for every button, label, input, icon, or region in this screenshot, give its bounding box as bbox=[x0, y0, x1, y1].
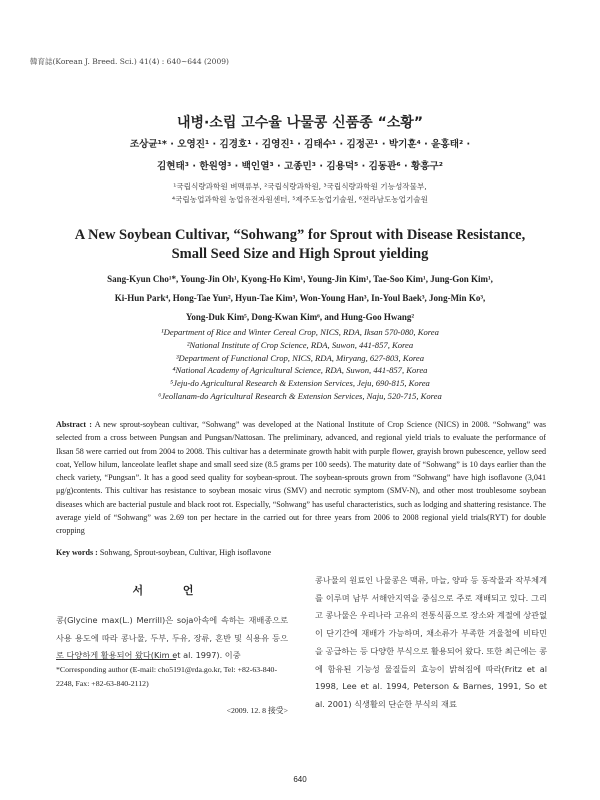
korean-affiliation-line: ⁴국립농업과학원 농업유전자원센터, ⁵제주도농업기술원, ⁶전라남도농업기술원 bbox=[172, 195, 428, 204]
footnote-divider bbox=[56, 659, 176, 660]
affiliation-item: ⁶Jeollanam-do Agricultural Research & Extension Services, Naju, 520-715, Korea bbox=[158, 390, 442, 401]
affiliation-item: ²National Institute of Crop Science, RDA, Suwon, 441-857, Korea bbox=[186, 339, 414, 350]
affiliation-item: ⁵Jeju-do Agricultural Research & Extension Services, Jeju, 690-815, Korea bbox=[170, 378, 430, 389]
page-number: 640 bbox=[293, 775, 307, 784]
affiliation-item: ³Department of Functional Crop, NICS, RDA, Miryang, 627-803, Korea bbox=[175, 352, 425, 363]
korean-affiliations bbox=[60, 180, 540, 206]
affiliation-item: ⁴National Academy of Agricultural Science, RDA, Suwon, 441-857, Korea bbox=[172, 365, 428, 376]
affiliation-item: ¹Department of Rice and Winter Cereal Crop, NICS, RDA, Iksan 570-080, Korea bbox=[161, 327, 439, 337]
intro-left-text: 콩(Glycine max(L.) Merrill)은 soja아속에 속하는 재배종으로 사용 용도에 따라 콩나물, 두부, 두유, 장류, 혼반 및 식용유 등으로 다양하게 활용되어 왔다(Kim et al. 1997). 이중 bbox=[56, 615, 288, 661]
journal-header: 韓育誌(Korean J. Breed. Sci.) 41(4) : 640~644 (2009) bbox=[30, 57, 229, 66]
korean-title: 내병·소립 고수율 나물콩 신품종 “소황” bbox=[176, 115, 424, 131]
corresponding-author-footnote: *Corresponding author (E-mail: cho5191@rda.go.kr, Tel: +82-63-840-2248, Fax: +82-63-840-2112) bbox=[56, 665, 278, 688]
keywords bbox=[56, 548, 546, 557]
english-title bbox=[30, 226, 570, 264]
intro-right-text: 콩나물의 원료인 나물콩은 맥류, 마늘, 양파 등 동작물과 작부체계를 이루며 남부 서해안지역을 중심으로 주로 재배되고 있다. 그리고 콩나물은 우리나라 고유의 전통식품으로 장소와 계절에 상관없이 단기간에 재배가 가능하며, 채소류가 부족한 겨울철에 비타민을 공급하는 등 다양한 부식으로 활용되어 왔다. 또한 최근에는 콩에 함유된 기능성 물질들의 효능이 밝혀짐에 따라(Fritz et al 1998, Lee et al. 1994, Peterson & Barnes, 1991, So et al. 2001) 식생활의 단순한 부식의 재료 bbox=[315, 575, 547, 709]
keywords-text: Sohwang, Sprout-soybean, Cultivar, High isoflavone bbox=[99, 548, 272, 557]
english-title-line: Small Seed Size and High Sprout yielding bbox=[171, 246, 429, 262]
korean-authors bbox=[60, 134, 540, 178]
keywords-label: Key words : bbox=[56, 548, 98, 557]
english-authors-line: Ki-Hun Park⁴, Hong-Tae Yun², Hyun-Tae Kim³, Won-Young Han³, In-Youl Baek³, Jong-Min Ko³, bbox=[114, 293, 486, 303]
received-date: <2009. 12. 8 接受> bbox=[226, 706, 288, 715]
left-column bbox=[56, 570, 288, 665]
english-affiliations bbox=[45, 326, 555, 403]
korean-authors-line: 김현태³ · 한원영³ · 백인열³ · 고종민³ · 김용덕⁵ · 김동관⁶ · 황흥구² bbox=[157, 161, 443, 172]
abstract bbox=[56, 418, 546, 538]
right-column bbox=[315, 572, 547, 714]
abstract-label: Abstract : bbox=[56, 420, 92, 429]
english-authors-line: Yong-Duk Kim⁵, Dong-Kwan Kim⁶, and Hung-Goo Hwang² bbox=[185, 312, 415, 322]
abstract-text: A new sprout-soybean cultivar, “Sohwang” was developed at the National Institute of Crop Science (NICS) in 2008. “Sohwang” was selected from a cross between Pungsan and Pungsan/Nattosan. The preliminary, advanced, and regional yield trials to evaluate the performance of Iksan 58 were carried out from 2004 to 2008. This cultivar has a determinate growth habit with purple flower, grayish brown pubescence, yellow seed coat, Yellow hilum, lanceolate leaflet shape and small seed size (8.5 grams per 100 seeds). The maturity date of “Sohwang” is 10 days earlier than the check variety, “Pungsan”. It has a good seed quality for soybean-sprout. The soybean-sprouts grown from “Sohwang” have high isoflavone (3,041 μg/g)contents. This cultivar has resistance to soybean mosaic virus (SMV) and necrotic symptom (SMV-N), and other most troublesome soybean diseases which are bacterial pustule and black root rot. Especially, “Sohwang” has useful characteristics, such as lodging and shattering resistance. The average yield of “Sohwang” was 2.69 ton per hectare in the carried out for three years from 2006 to 2008 regional yield trials(RYT) for double cropping bbox=[56, 420, 546, 536]
english-authors-line: Sang-Kyun Cho¹*, Young-Jin Oh¹, Kyong-Ho Kim¹, Young-Jin Kim¹, Tae-Soo Kim¹, Jung-Gon Kim¹, bbox=[107, 274, 493, 284]
english-authors bbox=[45, 270, 555, 327]
intro-heading: 서 언 bbox=[132, 584, 212, 597]
korean-affiliation-line: ¹국립식량과학원 벼맥류부, ²국립식량과학원, ³국립식량과학원 기능성작물부, bbox=[173, 182, 427, 191]
korean-authors-line: 조상균¹* · 오영진¹ · 김경호¹ · 김영진¹ · 김태수¹ · 김정곤¹ · 박기훈⁴ · 윤홍태² · bbox=[129, 139, 471, 150]
english-title-line: A New Soybean Cultivar, “Sohwang” for Sprout with Disease Resistance, bbox=[74, 227, 526, 243]
